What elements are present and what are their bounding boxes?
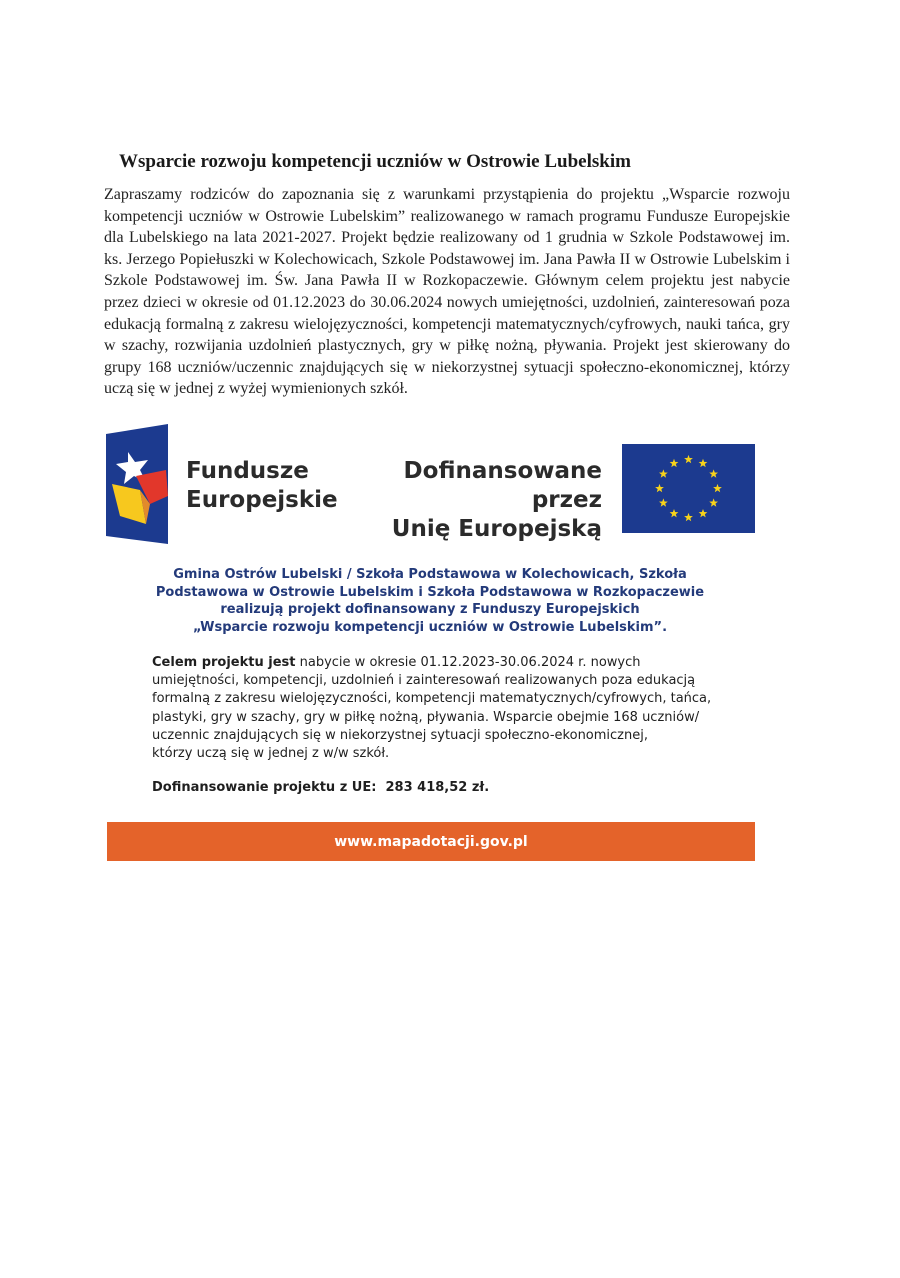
fe-line-2: Europejskie: [186, 487, 338, 513]
eu-star-icon: [659, 469, 668, 477]
project-goal: [152, 654, 752, 763]
page-title: Wsparcie rozwoju kompetencji uczniów w Ostrowie Lubelskim: [119, 151, 631, 172]
statement-line-4: „Wsparcie rozwoju kompetencji uczniów w Ostrowie Lubelskim”.: [192, 619, 668, 635]
eu-star-icon: [684, 513, 693, 521]
eu-star-icon: [655, 484, 664, 492]
eu-star-icon: [709, 469, 718, 477]
goal-line-1: [152, 654, 752, 672]
fe-line-1: Fundusze: [186, 458, 309, 484]
goal-first-line-rest: nabycie w okresie 01.12.2023-30.06.2024 r. nowych: [295, 655, 641, 670]
goal-label: Celem projektu jest: [152, 655, 296, 670]
eu-stars-icon: [622, 444, 755, 533]
dofinansowane-text: [340, 457, 602, 544]
goal-line-3: formalną z zakresu wielojęzyczności, kompetencji matematycznych/cyfrowych, tańca,: [152, 691, 712, 707]
footer-url: www.mapadotacji.gov.pl: [334, 833, 528, 850]
fundusze-europejskie-emblem-icon: [106, 424, 168, 544]
fundusze-europejskie-text: [186, 457, 338, 515]
dof-line-1: Dofinansowane przez: [403, 458, 602, 513]
funding-amount: Dofinansowanie projektu z UE: 283 418,52 zł.: [152, 780, 490, 795]
eu-star-icon: [699, 459, 708, 467]
goal-line-2: umiejętności, kompetencji, uzdolnień i zainteresowań realizowanych poza edukacją: [152, 673, 696, 689]
eu-star-icon: [670, 459, 679, 467]
dof-line-2: Unię Europejską: [391, 516, 602, 542]
eu-star-icon: [659, 498, 668, 506]
fundusze-europejskie-logo: [106, 424, 168, 544]
statement-line-2: Podstawowa w Ostrowie Lubelskim i Szkoła Podstawowa w Rozkopaczewie: [155, 584, 705, 600]
eu-star-icon: [670, 509, 679, 517]
eu-star-icon: [713, 484, 722, 492]
goal-line-6: którzy uczą się w jednej z w/w szkół.: [152, 746, 390, 762]
intro-paragraph: Zapraszamy rodziców do zapoznania się z warunkami przystąpienia do projektu „Wsparcie rozwoju kompetencji uczniów w Ostrowie Lubelskim” realizowanego w ramach programu Fundusze Europejskie dla Lubelskiego na lata 2021-2027. Projekt będzie realizowany od 1 grudnia w Szkole Podstawowej im. ks. Jerzego Popiełuszki w Kolechowicach, Szkole Podstawowej im. Jana Pawła II w Ostrowie Lubelskim i Szkole Podstawowej im. Św. Jana Pawła II w Rozkopaczewie. Głównym celem projektu jest nabycie przez dzieci w okresie od 01.12.2023 do 30.06.2024 nowych umiejętności, uzdolnień, zainteresowań poza edukacją formalną z zakresu wielojęzyczności, kompetencji matematycznych/cyfrowych, nauki tańca, gry w szachy, rozwijania uzdolnień plastycznych, gry w piłkę nożną, pływania. Projekt jest skierowany do grupy 168 uczniów/uczennic znajdujących się w niekorzystnej sytuacji społeczno-ekonomicznej, którzy uczą się w jednej z wyżej wymienionych szkół.: [104, 186, 790, 398]
project-statement: [120, 566, 740, 636]
statement-line-3: realizują projekt dofinansowany z Funduszy Europejskich: [220, 602, 640, 617]
eu-flag: [622, 444, 755, 533]
eu-star-icon: [684, 455, 693, 463]
statement-line-1: Gmina Ostrów Lubelski / Szkoła Podstawowa w Kolechowicach, Szkoła: [173, 567, 687, 582]
footer-bar: [107, 822, 755, 861]
eu-star-icon: [709, 498, 718, 506]
goal-line-4: plastyki, gry w szachy, gry w piłkę nożną, pływania. Wsparcie obejmie 168 uczniów/: [152, 709, 700, 725]
eu-star-icon: [699, 509, 708, 517]
goal-line-5: uczennic znajdujących się w niekorzystnej sytuacji społeczno-ekonomicznej,: [152, 727, 648, 743]
